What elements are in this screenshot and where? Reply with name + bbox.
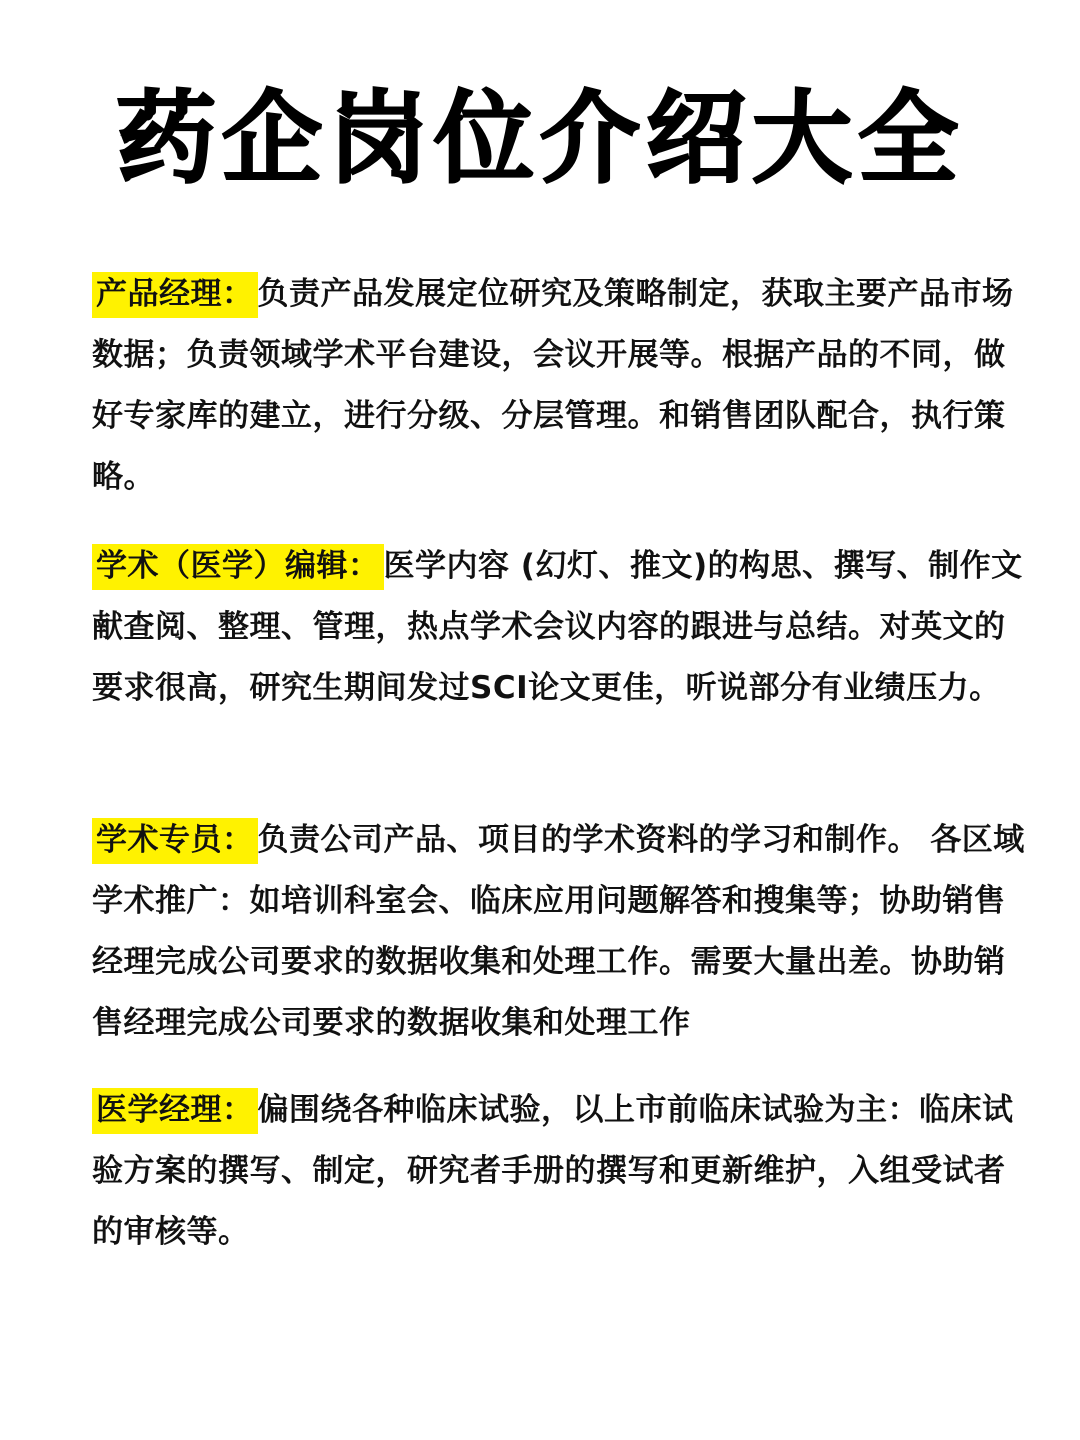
section-label-highlight: 医学经理： [92,1088,258,1134]
section-label-highlight: 产品经理： [92,272,258,318]
page-title: 药企岗位介绍大全 [116,80,964,197]
section-description: 偏围绕各种临床试验，以上市前临床试验为主：临床试验方案的撰写、制定，研究者手册的撰写和更新维护，入组受试者的审核等。 [92,1092,1014,1250]
section-medical-manager [92,1080,1027,1263]
section-label-highlight: 学术专员： [92,818,258,864]
section-academic-specialist [92,810,1027,1054]
section-description: 负责公司产品、项目的学术资料的学习和制作。 各区域学术推广：如培训科室会、临床应用问题解答和搜集等；协助销售经理完成公司要求的数据收集和处理工作。需要大量出差。协助销售经理完成公司要求的数据收集和处理工作 [92,822,1025,1041]
section-academic-editor [92,536,1027,719]
section-description: 负责产品发展定位研究及策略制定，获取主要产品市场数据；负责领域学术平台建设，会议开展等。根据产品的不同，做好专家库的建立，进行分级、分层管理。和销售团队配合，执行策略。 [92,276,1014,495]
section-product-manager [92,264,1027,508]
section-description: 医学内容 (幻灯、推文)的构思、撰写、制作文献查阅、整理、管理，热点学术会议内容的跟进与总结。对英文的要求很高，研究生期间发过SCI论文更佳，听说部分有业绩压力。 [92,548,1023,706]
section-label-highlight: 学术（医学）编辑： [92,544,384,590]
